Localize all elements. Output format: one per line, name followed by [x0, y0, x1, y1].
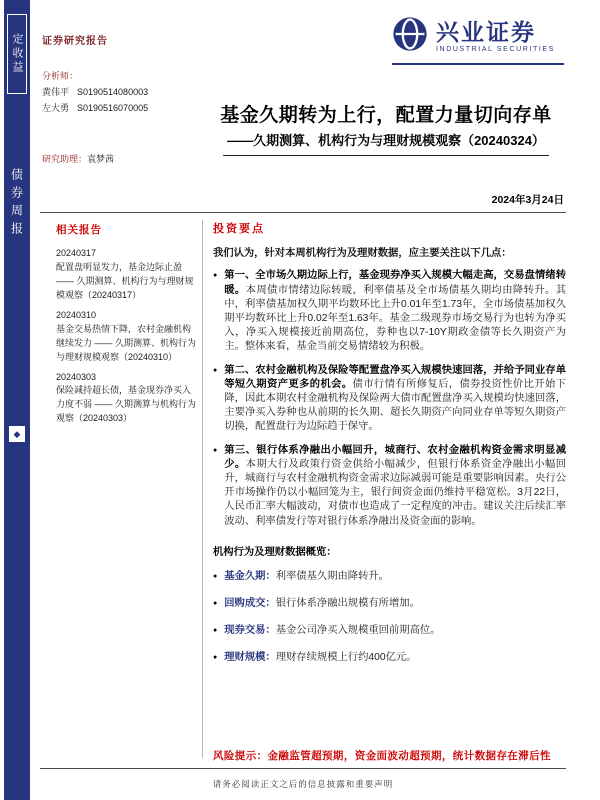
sidebar-marker-icon: ◆	[9, 426, 25, 442]
category-box	[7, 14, 27, 94]
related-reports	[56, 222, 196, 432]
left-sidebar	[4, 0, 30, 800]
research-assistant-row	[42, 152, 114, 165]
related-report-date: 20240303	[56, 371, 97, 382]
assistant-name: 袁梦茜	[87, 154, 115, 164]
report-series: 债券周报	[9, 168, 24, 240]
overview-item	[213, 624, 566, 638]
overview-item	[213, 651, 566, 665]
intro-paragraph: 我们认为，针对本周机构行为及理财数据，应主要关注以下几点：	[213, 248, 512, 259]
column-divider	[202, 220, 203, 758]
analyst-row	[42, 86, 192, 100]
related-report-item	[56, 309, 196, 365]
bullet-icon: ●	[213, 366, 218, 374]
overview-item	[213, 570, 566, 584]
key-point-text: 第二、农村金融机构及保险等配置盘净买入规模快速回落，并给予同业存单等短久期资产更多的机会。债市行情有所修复后，债券投资性价比开始下降，因此本期农村金融机构及保险两大债市配置盘净买入规模均快速回落，主要净买入券种也从前期的长久期、超长久期资产向同业存单等短久期资产切换，配置盘行为边际趋于保守。	[224, 364, 567, 433]
bullet-icon: ●	[213, 654, 218, 662]
related-report-date: 20240317	[56, 248, 97, 258]
related-report-title: 基金交易热情下降，农村金融机构继续发力 —— 久期测算、机构行为与理财规模观察（20240310）	[56, 323, 197, 362]
footer-disclaimer: 请务必阅读正文之后的信息披露和重要声明	[212, 779, 394, 789]
analyst-id: S0190514080003	[77, 86, 149, 97]
key-point	[213, 444, 566, 529]
bullet-icon: ●	[213, 446, 218, 454]
overview-label: 基金久期：	[224, 570, 276, 582]
key-point	[213, 364, 566, 435]
related-report-title: 保险减持超长债，基金现券净买入力度不弱 —— 久期测算与机构行为观察（20240303）	[56, 385, 197, 424]
main-content	[213, 220, 566, 679]
overview-label: 回购成交：	[224, 598, 276, 610]
key-point-text: 第三、银行体系净融出小幅回升，城商行、农村金融机构资金需求明显减少。本期大行及政策行资金供给小幅减少，但银行体系资金净融出小幅回升，城商行与农村金融机构资金需求边际减弱可能是重要影响因素。央行公开市场操作仍以小幅回笼为主，银行间资金面仍维持平稳宽松。3月22日，人民币汇率大幅波动，对债市也造成了一定程度的冲击。建议关注后续汇率波动、利率债发行等对银行体系净融出及资金面的影响。	[224, 444, 567, 527]
overview-heading: 机构行为及理财数据概览：	[213, 546, 337, 558]
overview-text: 理财存续规模上行约400亿元。	[275, 652, 417, 664]
analyst-label: 分析师：	[42, 71, 79, 81]
analyst-name: 左大勇	[42, 102, 70, 113]
overview-text: 利率债基久期由降转升。	[275, 570, 389, 582]
related-report-item	[56, 371, 196, 427]
related-heading: 相关报告	[56, 224, 102, 236]
related-report-date: 20240310	[56, 309, 97, 320]
overview-item	[213, 597, 566, 611]
overview-label: 理财规模：	[224, 652, 276, 664]
bullet-icon: ●	[213, 600, 218, 608]
key-point-text: 第一、全市场久期边际上行，基金现券净买入规模大幅走高，交易盘情绪转暖。本周债市情绪边际转暖，利率债基及全市场债基久期均由降转升。其中，利率债基加权久期平均数环比上升0.01年至1.73年，全市场债基加权久期平均数环比上升0.02年至1.63年。基金二级现券市场交易行为也转为净买入，净买入规模接近前期高位，券种也以7-10Y期政金债等长久期资产为主。整体来看，基金当前交易情绪较为积极。	[224, 270, 567, 353]
key-point	[213, 269, 566, 354]
related-list	[56, 247, 196, 426]
brand-name-en: INDUSTRIAL SECURITIES	[436, 46, 555, 54]
footer-divider	[40, 768, 566, 769]
analysts-block	[42, 70, 192, 116]
brand-emblem-icon	[392, 16, 428, 57]
overview-label: 现券交易：	[224, 625, 276, 637]
report-type-label: 证券研究报告	[42, 36, 108, 47]
overview-text: 银行体系净融出规模有所增加。	[275, 598, 420, 610]
risk-warning: 风险提示：金融监管超预期，资金面波动超预期，统计数据存在滞后性	[213, 750, 551, 762]
page-title: 基金久期转为上行，配置力量切向存单	[220, 105, 552, 126]
analyst-id: S0190516070005	[77, 102, 149, 113]
report-date: 2024年3月24日	[491, 194, 564, 206]
bullet-icon: ●	[213, 572, 218, 580]
analyst-name: 黄伟平	[42, 86, 70, 97]
brand-logo	[392, 16, 564, 65]
page-subtitle: ——久期测算、机构行为与理财规模观察（20240324）	[223, 130, 549, 156]
bullet-icon: ●	[213, 272, 218, 280]
brand-text	[436, 20, 555, 53]
investment-highlights-heading: 投资要点	[213, 223, 265, 235]
bullet-icon: ●	[213, 627, 218, 635]
category-label: 定收益	[11, 33, 23, 75]
page-subtitle-wrap	[200, 130, 572, 156]
assistant-label: 研究助理：	[42, 154, 88, 164]
overview-text: 基金公司净买入规模重回前期高位。	[275, 625, 441, 637]
related-report-title: 配置盘明显发力，基金边际止盈 —— 久期测算、机构行为与理财规模观察（20240317）	[56, 261, 194, 300]
header-divider	[40, 212, 566, 213]
overview-list	[213, 570, 566, 666]
key-points	[213, 269, 566, 528]
analyst-row	[42, 102, 192, 116]
related-report-item	[56, 247, 196, 303]
brand-name: 兴业证券	[436, 18, 536, 45]
